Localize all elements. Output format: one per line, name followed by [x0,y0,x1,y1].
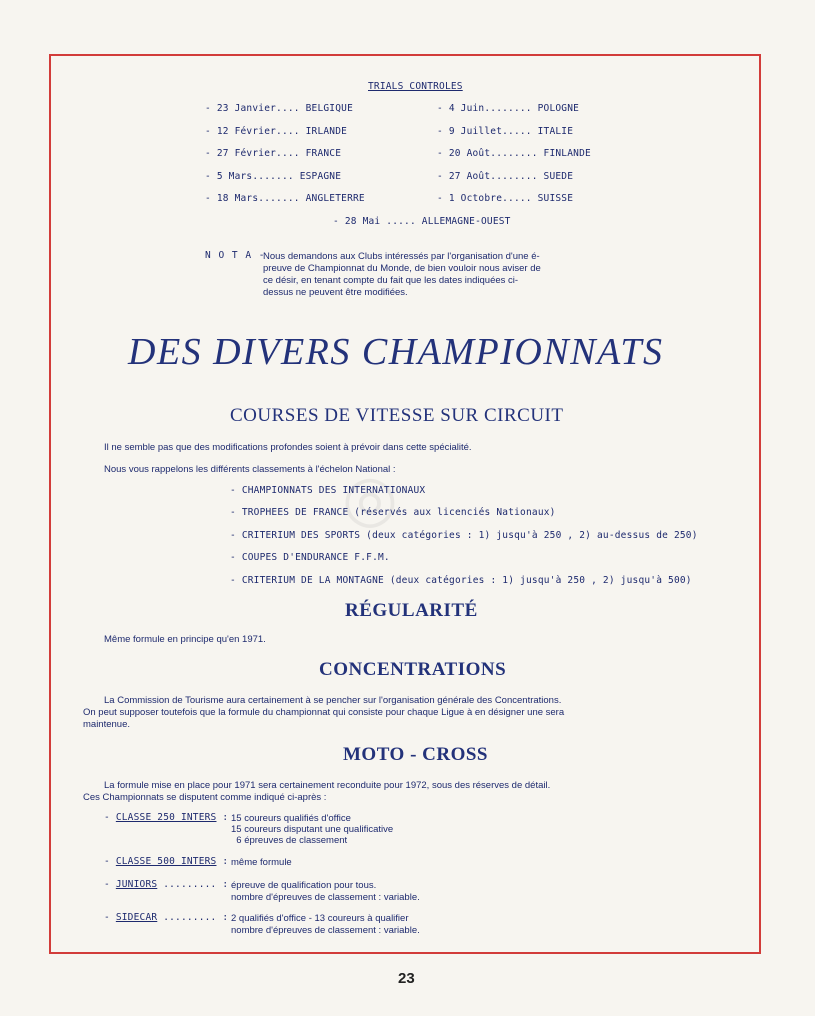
section-heading-regularite: RÉGULARITÉ [345,600,478,621]
vitesse-item-2: - TROPHEES DE FRANCE (réservés aux licenciés Nationaux) [230,507,556,518]
class-lead: : [216,856,229,867]
class-dash: - [104,856,110,867]
nota-line-3: ce désir, en tenant compte du fait que les dates indiquées ci- [263,275,519,286]
class-row-sidecar [104,912,228,923]
trials-center: - 28 Mai ..... ALLEMAGNE-OUEST [333,216,511,227]
class-label-500: CLASSE 500 INTERS [115,856,217,867]
class-label-250: CLASSE 250 INTERS [115,812,217,823]
class-lead: : [216,812,229,823]
class-label-juniors: JUNIORS [115,879,158,890]
concentrations-line-2: On peut supposer toutefois que la formule du championnat qui consiste pour chaque Ligue à en désigner une sera [83,707,565,718]
class-250-desc-2: 15 coureurs disputant une qualificative [231,824,394,835]
nota-line-2: preuve de Championnat du Monde, de bien vouloir nous aviser de [263,263,541,274]
vitesse-item-1: - CHAMPIONNATS DES INTERNATIONAUX [230,485,426,496]
trials-right-1: - 4 Juin........ POLOGNE [437,103,580,114]
nota-line-4: dessus ne peuvent être modifiées. [263,287,408,298]
nota-label: N O T A - [205,250,266,261]
regularite-paragraph: Même formule en principe qu'en 1971. [104,634,266,645]
motocross-line-1: La formule mise en place pour 1971 sera certainement reconduite pour 1972, sous des réserves de détail. [104,780,551,791]
trials-left-3: - 27 Février.... FRANCE [205,148,342,159]
trials-right-5: - 1 Octobre..... SUISSE [437,193,574,204]
section-heading-concentrations: CONCENTRATIONS [319,659,507,680]
motocross-line-2: Ces Championnats se disputent comme indiqué ci-après : [83,792,327,803]
section-heading-vitesse: COURSES DE VITESSE SUR CIRCUIT [230,405,564,426]
trials-left-4: - 5 Mars....... ESPAGNE [205,171,342,182]
class-500-desc-1: même formule [231,857,292,868]
class-dash: - [104,879,110,890]
vitesse-paragraph-2: Nous vous rappelons les différents classements à l'échelon National : [104,464,396,475]
class-juniors-desc-2: nombre d'épreuves de classement : variable. [231,892,420,903]
trials-right-3: - 20 Août........ FINLANDE [437,148,591,159]
main-heading: DES DIVERS CHAMPIONNATS [128,331,664,373]
class-row-500 [104,856,228,867]
class-250-desc-3: 6 épreuves de classement [231,835,348,846]
class-dash: - [104,812,110,823]
page-number: 23 [398,970,415,987]
class-sidecar-desc-2: nombre d'épreuves de classement : variable. [231,925,420,936]
vitesse-paragraph-1: Il ne semble pas que des modifications profondes soient à prévoir dans cette spécialité. [104,442,472,453]
trials-left-5: - 18 Mars....... ANGLETERRE [205,193,365,204]
class-row-250 [104,812,228,823]
concentrations-line-1: La Commission de Tourisme aura certainement à se pencher sur l'organisation générale des Concentrations. [104,695,562,706]
class-row-juniors [104,879,228,890]
concentrations-line-3: maintenue. [83,719,131,730]
section-heading-motocross: MOTO - CROSS [343,744,489,765]
vitesse-item-3: - CRITERIUM DES SPORTS (deux catégories : 1) jusqu'à 250 , 2) au-dessus de 250) [230,530,698,541]
trials-right-4: - 27 Août........ SUEDE [437,171,574,182]
trials-title: TRIALS CONTROLES [368,81,463,92]
watermark-logo: ◎ [342,463,398,534]
class-sidecar-desc-1: 2 qualifiés d'office - 13 coureurs à qualifier [231,913,409,924]
vitesse-item-5: - CRITERIUM DE LA MONTAGNE (deux catégories : 1) jusqu'à 250 , 2) jusqu'à 500) [230,575,692,586]
vitesse-item-4: - COUPES D'ENDURANCE F.F.M. [230,552,390,563]
trials-left-1: - 23 Janvier.... BELGIQUE [205,103,353,114]
trials-right-2: - 9 Juillet..... ITALIE [437,126,574,137]
trials-left-2: - 12 Février.... IRLANDE [205,126,348,137]
class-lead: ......... : [157,879,229,890]
class-label-sidecar: SIDECAR [115,912,158,923]
nota-line-1: Nous demandons aux Clubs intéressés par l'organisation d'une é- [263,251,540,262]
class-lead: ......... : [157,912,229,923]
class-250-desc-1: 15 coureurs qualifiés d'office [231,813,351,824]
class-dash: - [104,912,110,923]
class-juniors-desc-1: épreuve de qualification pour tous. [231,880,377,891]
